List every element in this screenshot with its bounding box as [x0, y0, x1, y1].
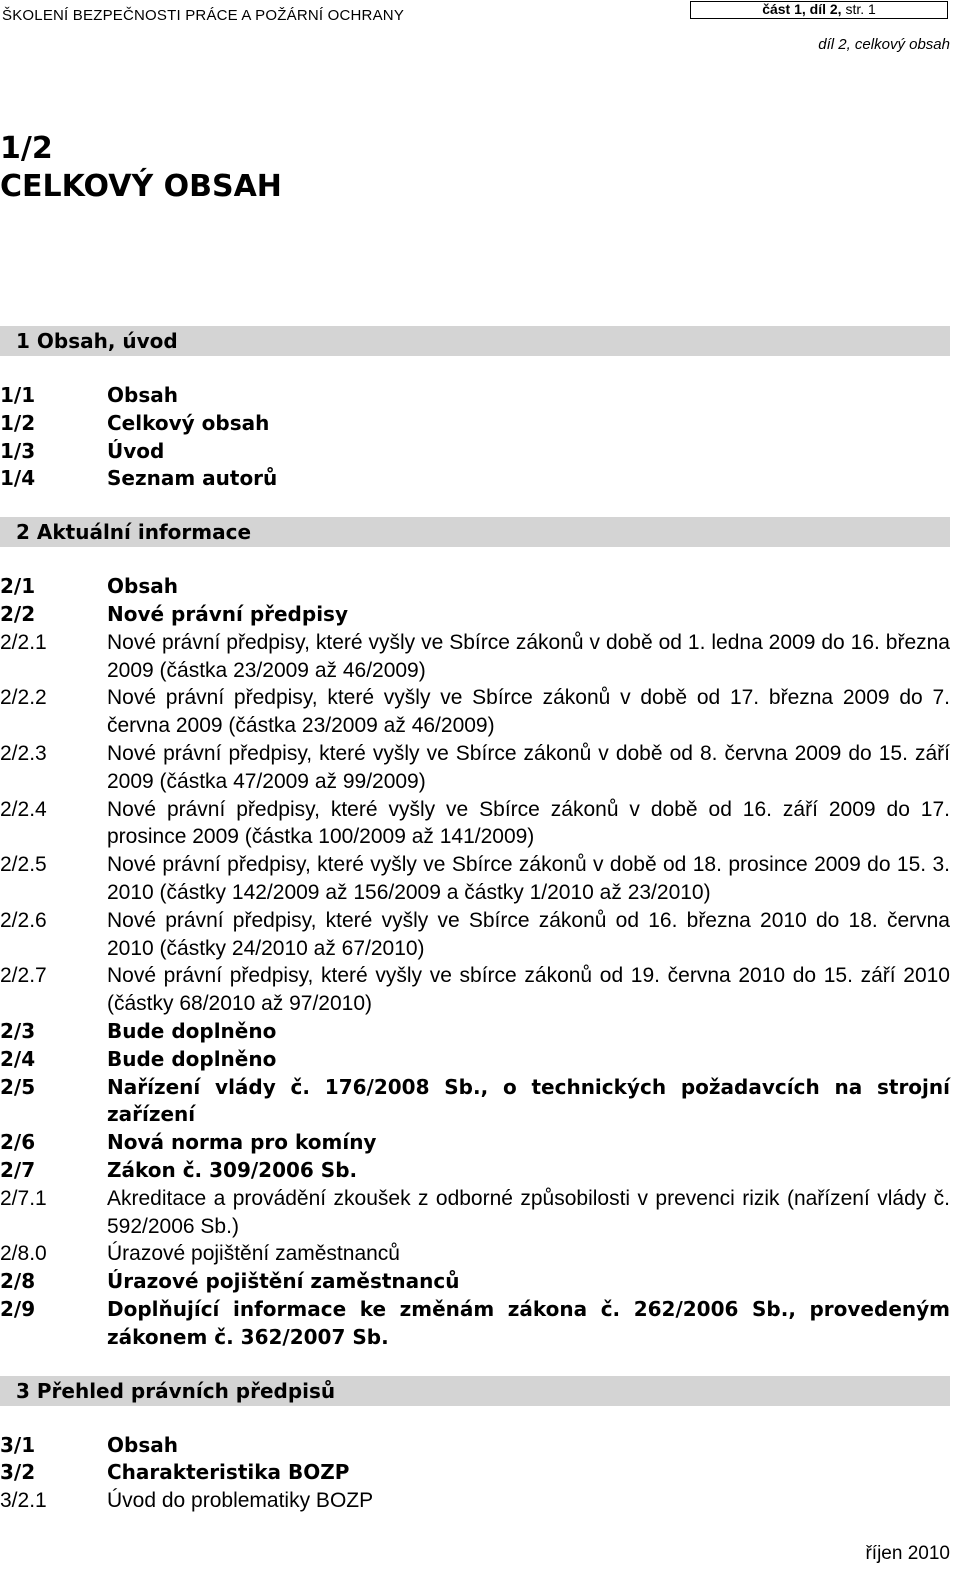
toc-entry-number: 2/2.3 [0, 741, 47, 765]
toc-entry-title: Nové právní předpisy, které vyšly ve Sbírce zákonů v době od 8. června 2009 do 15. září 2009 (částka 47/2009 až 99/2009) [107, 741, 950, 793]
toc-entry-number: 1/3 [0, 438, 36, 463]
toc-entry-number: 2/9 [0, 1296, 36, 1321]
toc-entry-number: 2/7.1 [0, 1186, 47, 1210]
toc-entry-title: Úvod [107, 438, 165, 463]
toc-entry-title: Nové právní předpisy, které vyšly ve Sbírce zákonů v době od 18. prosince 2009 do 15. 3. 2010 (částky 142/2009 až 156/2009 a částky 1/2010 až 23/2010) [107, 853, 950, 904]
running-header-title: ŠKOLENÍ BEZPEČNOSTI PRÁCE A POŽÁRNÍ OCHRANY [2, 7, 405, 24]
toc-entry-number: 2/2.1 [0, 630, 47, 654]
toc-entry-title: Nové právní předpisy, které vyšly ve Sbírce zákonů v době od 1. ledna 2009 do 16. března 2009 (částka 23/2009 až 46/2009) [107, 630, 950, 682]
toc-entry [0, 465, 950, 493]
toc-entry-number: 2/5 [0, 1074, 36, 1099]
toc-entry-title: Doplňující informace ke změnám zákona č. 262/2006 Sb., provedeným zákonem č. 362/2007 Sb. [107, 1296, 950, 1349]
toc-entry-title: Obsah [107, 574, 178, 599]
toc-entry-title: Charakteristika BOZP [107, 1460, 350, 1485]
toc-entry-title: Nové právní předpisy, které vyšly ve Sbírce zákonů od 16. března 2010 do 18. června 2010 (částky 24/2010 až 67/2010) [107, 908, 950, 960]
section-header: 2 Aktuální informace [0, 517, 950, 547]
page-footer-date: říjen 2010 [865, 1543, 950, 1564]
toc-entry-number: 2/2.7 [0, 964, 47, 988]
toc-entry [0, 438, 950, 466]
page-reference-page: str. 1 [841, 1, 876, 17]
section-header: 3 Přehled právních předpisů [0, 1376, 950, 1406]
toc-entry [0, 410, 950, 438]
toc-entry-number: 2/3 [0, 1018, 36, 1043]
toc-entry-title: Celkový obsah [107, 410, 270, 435]
toc-entry-number: 2/2.4 [0, 797, 47, 821]
page-reference-part: část 1, díl 2, [762, 1, 842, 17]
toc-entry [0, 573, 950, 601]
toc-entry [0, 1268, 950, 1296]
section-header: 1 Obsah, úvod [0, 326, 950, 356]
toc-entry-number: 2/1 [0, 574, 36, 599]
toc-entry [0, 1185, 950, 1241]
toc-entry [0, 962, 950, 1018]
toc-entry-number: 2/4 [0, 1046, 36, 1071]
page-title-text: CELKOVÝ OBSAH [0, 169, 282, 204]
toc-entry [0, 1046, 950, 1074]
toc-entry-title: Nové právní předpisy, které vyšly ve Sbírce zákonů v době od 16. září 2009 do 17. prosince 2009 (částka 100/2009 až 141/2009) [107, 797, 950, 849]
toc-entry-number: 2/6 [0, 1130, 36, 1155]
toc-entry [0, 1296, 950, 1352]
toc-entry-number: 2/2.5 [0, 853, 47, 877]
toc-entry [0, 907, 950, 963]
toc-entry [0, 684, 950, 740]
toc-entry-title: Bude doplněno [107, 1018, 277, 1043]
toc-entry-number: 2/8 [0, 1269, 36, 1294]
toc-entry-title: Úvod do problematiky BOZP [107, 1489, 374, 1513]
toc-entry [0, 851, 950, 907]
toc-entry-title: Nařízení vlády č. 176/2008 Sb., o technických požadavcích na strojní zařízení [107, 1074, 950, 1127]
toc-entry-number: 1/2 [0, 410, 36, 435]
toc-entry [0, 1432, 950, 1460]
toc-entry [0, 601, 950, 629]
toc-entry-number: 2/8.0 [0, 1242, 47, 1266]
toc-entry-title: Nové právní předpisy, které vyšly ve Sbírce zákonů v době od 17. března 2009 do 7. června 2009 (částka 23/2009 až 46/2009) [107, 686, 950, 738]
toc-entry-number: 2/2 [0, 601, 36, 626]
toc-entry-number: 2/2.2 [0, 686, 47, 710]
toc-entry-number: 2/2.6 [0, 908, 47, 932]
running-header-subtitle: díl 2, celkový obsah [818, 36, 950, 53]
toc-entry [0, 796, 950, 852]
toc-entry-title: Bude doplněno [107, 1046, 277, 1071]
toc-entry [0, 1018, 950, 1046]
toc-entry [0, 740, 950, 796]
toc-entry [0, 1240, 950, 1268]
toc-entry-number: 3/2 [0, 1460, 36, 1485]
toc-entry-title: Nové právní předpisy, které vyšly ve sbírce zákonů od 19. června 2010 do 15. září 2010 (částky 68/2010 až 97/2010) [107, 964, 950, 1016]
toc-entry-title: Nové právní předpisy [107, 601, 348, 626]
toc-entry-number: 2/7 [0, 1157, 36, 1182]
toc-entry-title: Seznam autorů [107, 466, 278, 491]
toc-entry [0, 382, 950, 410]
toc-entry [0, 1487, 950, 1515]
page-reference-box [690, 1, 948, 19]
toc-entry [0, 1459, 950, 1487]
toc-entry [0, 1074, 950, 1130]
table-of-contents [0, 326, 950, 1515]
toc-entry [0, 1129, 950, 1157]
toc-entry-title: Zákon č. 309/2006 Sb. [107, 1157, 358, 1182]
toc-entry-number: 1/1 [0, 383, 36, 407]
page-title-number: 1/2 [0, 131, 53, 166]
toc-entry-number: 1/4 [0, 466, 36, 491]
toc-entry [0, 629, 950, 685]
toc-entry-title: Akreditace a provádění zkoušek z odborné způsobilosti v prevenci rizik (nařízení vlády č. 592/2006 Sb.) [107, 1186, 950, 1238]
toc-entry-title: Nová norma pro komíny [107, 1130, 377, 1155]
toc-entry-title: Obsah [107, 1432, 178, 1457]
toc-entry-number: 3/1 [0, 1432, 36, 1457]
toc-entry-number: 3/2.1 [0, 1489, 47, 1513]
toc-entry [0, 1157, 950, 1185]
page-title [0, 130, 282, 206]
toc-entry-title: Obsah [107, 383, 178, 407]
toc-entry-title: Úrazové pojištění zaměstnanců [107, 1269, 460, 1294]
toc-entry-title: Úrazové pojištění zaměstnanců [107, 1242, 400, 1266]
